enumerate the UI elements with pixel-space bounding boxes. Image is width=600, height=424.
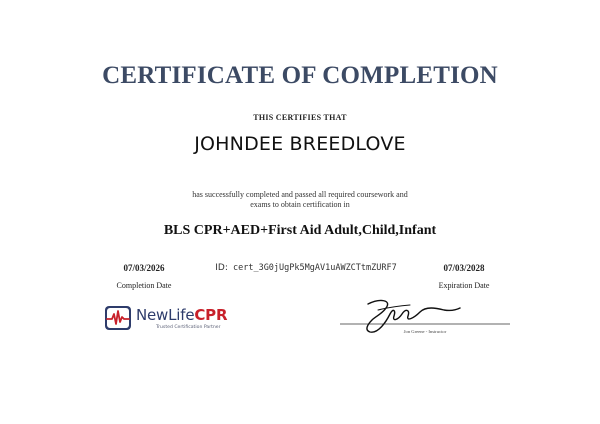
brand-name-part1: NewLife: [136, 306, 195, 324]
expiration-date-label: Expiration Date: [438, 281, 490, 290]
completion-date-label: Completion Date: [116, 281, 172, 290]
brand-tagline: Trusted Certification Partner: [156, 325, 221, 330]
expiration-date: 07/03/2028: [443, 263, 485, 273]
heartbeat-monitor-icon: [104, 305, 132, 331]
instructor-name-line: Jon Greene - Instructor: [403, 329, 447, 334]
description-line-2: exams to obtain certification in: [250, 200, 350, 209]
certificate-id: [196, 263, 416, 273]
description-line-1: has successfully completed and passed all required coursework and: [192, 190, 408, 199]
completion-date: 07/03/2026: [123, 263, 165, 273]
brand-name: [136, 306, 227, 324]
certificate-id-label: ID:: [215, 263, 228, 273]
certificate-title: CERTIFICATE OF COMPLETION: [102, 62, 498, 89]
course-name: BLS CPR+AED+First Aid Adult,Child,Infant: [163, 223, 437, 238]
certificate-id-value: cert_3G0jUgPk5MgAV1uAWZCTtmZURF7: [232, 263, 397, 273]
newlife-cpr-logo: [104, 304, 254, 334]
certifies-label: THIS CERTIFIES THAT: [253, 113, 347, 122]
completion-description: [0, 190, 600, 210]
brand-name-part2: CPR: [194, 306, 228, 324]
recipient-name: JOHNDEE BREEDLOVE: [194, 133, 406, 155]
